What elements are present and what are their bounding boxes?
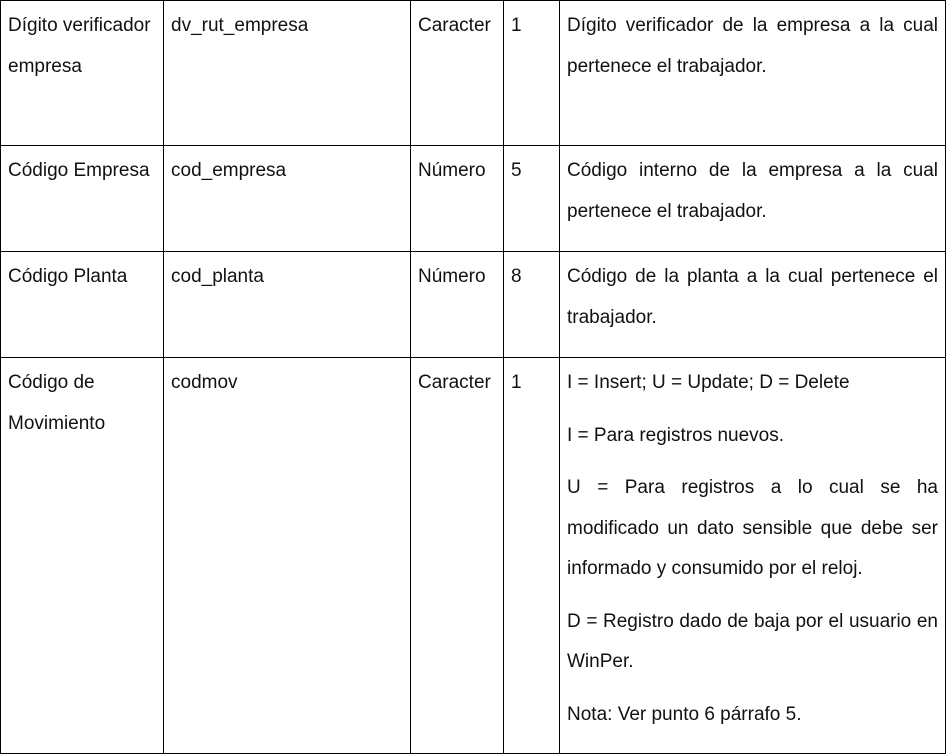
table-row bbox=[1, 252, 946, 358]
field-length-cell: 1 bbox=[504, 1, 560, 146]
description-paragraph: D = Registro dado de baja por el usuario en WinPer. bbox=[567, 610, 938, 672]
field-column-cell: codmov bbox=[164, 358, 411, 754]
field-column-cell: cod_empresa bbox=[164, 146, 411, 252]
field-length-cell: 8 bbox=[504, 252, 560, 358]
field-length-cell: 5 bbox=[504, 146, 560, 252]
field-type-cell: Número bbox=[411, 146, 504, 252]
field-type-cell: Número bbox=[411, 252, 504, 358]
description-paragraph: Código de la planta a la cual pertenece el trabajador. bbox=[567, 266, 938, 328]
field-description-cell bbox=[560, 358, 946, 754]
description-paragraph: I = Insert; U = Update; D = Delete bbox=[567, 372, 850, 393]
description-paragraph: Dígito verificador de la empresa a la cual pertenece el trabajador. bbox=[567, 15, 938, 77]
field-length-cell: 1 bbox=[504, 358, 560, 754]
description-paragraph: U = Para registros a lo cual se ha modificado un dato sensible que debe ser informado y consumido por el reloj. bbox=[567, 477, 938, 579]
field-description-cell bbox=[560, 1, 946, 146]
description-paragraph: Código interno de la empresa a la cual pertenece el trabajador. bbox=[567, 160, 938, 222]
field-description-cell bbox=[560, 146, 946, 252]
table-row bbox=[1, 146, 946, 252]
field-description-cell bbox=[560, 252, 946, 358]
field-name-cell: Código de Movimiento bbox=[1, 358, 164, 754]
field-name-cell: Código Planta bbox=[1, 252, 164, 358]
field-name-cell: Código Empresa bbox=[1, 146, 164, 252]
field-name-cell: Dígito verificador empresa bbox=[1, 1, 164, 146]
field-type-cell: Caracter bbox=[411, 1, 504, 146]
table-row bbox=[1, 1, 946, 146]
field-column-cell: cod_planta bbox=[164, 252, 411, 358]
description-paragraph: I = Para registros nuevos. bbox=[567, 424, 785, 446]
table-row bbox=[1, 358, 946, 754]
field-type-cell: Caracter bbox=[411, 358, 504, 754]
description-paragraph: Nota: Ver punto 6 párrafo 5. bbox=[567, 703, 802, 725]
field-column-cell: dv_rut_empresa bbox=[164, 1, 411, 146]
